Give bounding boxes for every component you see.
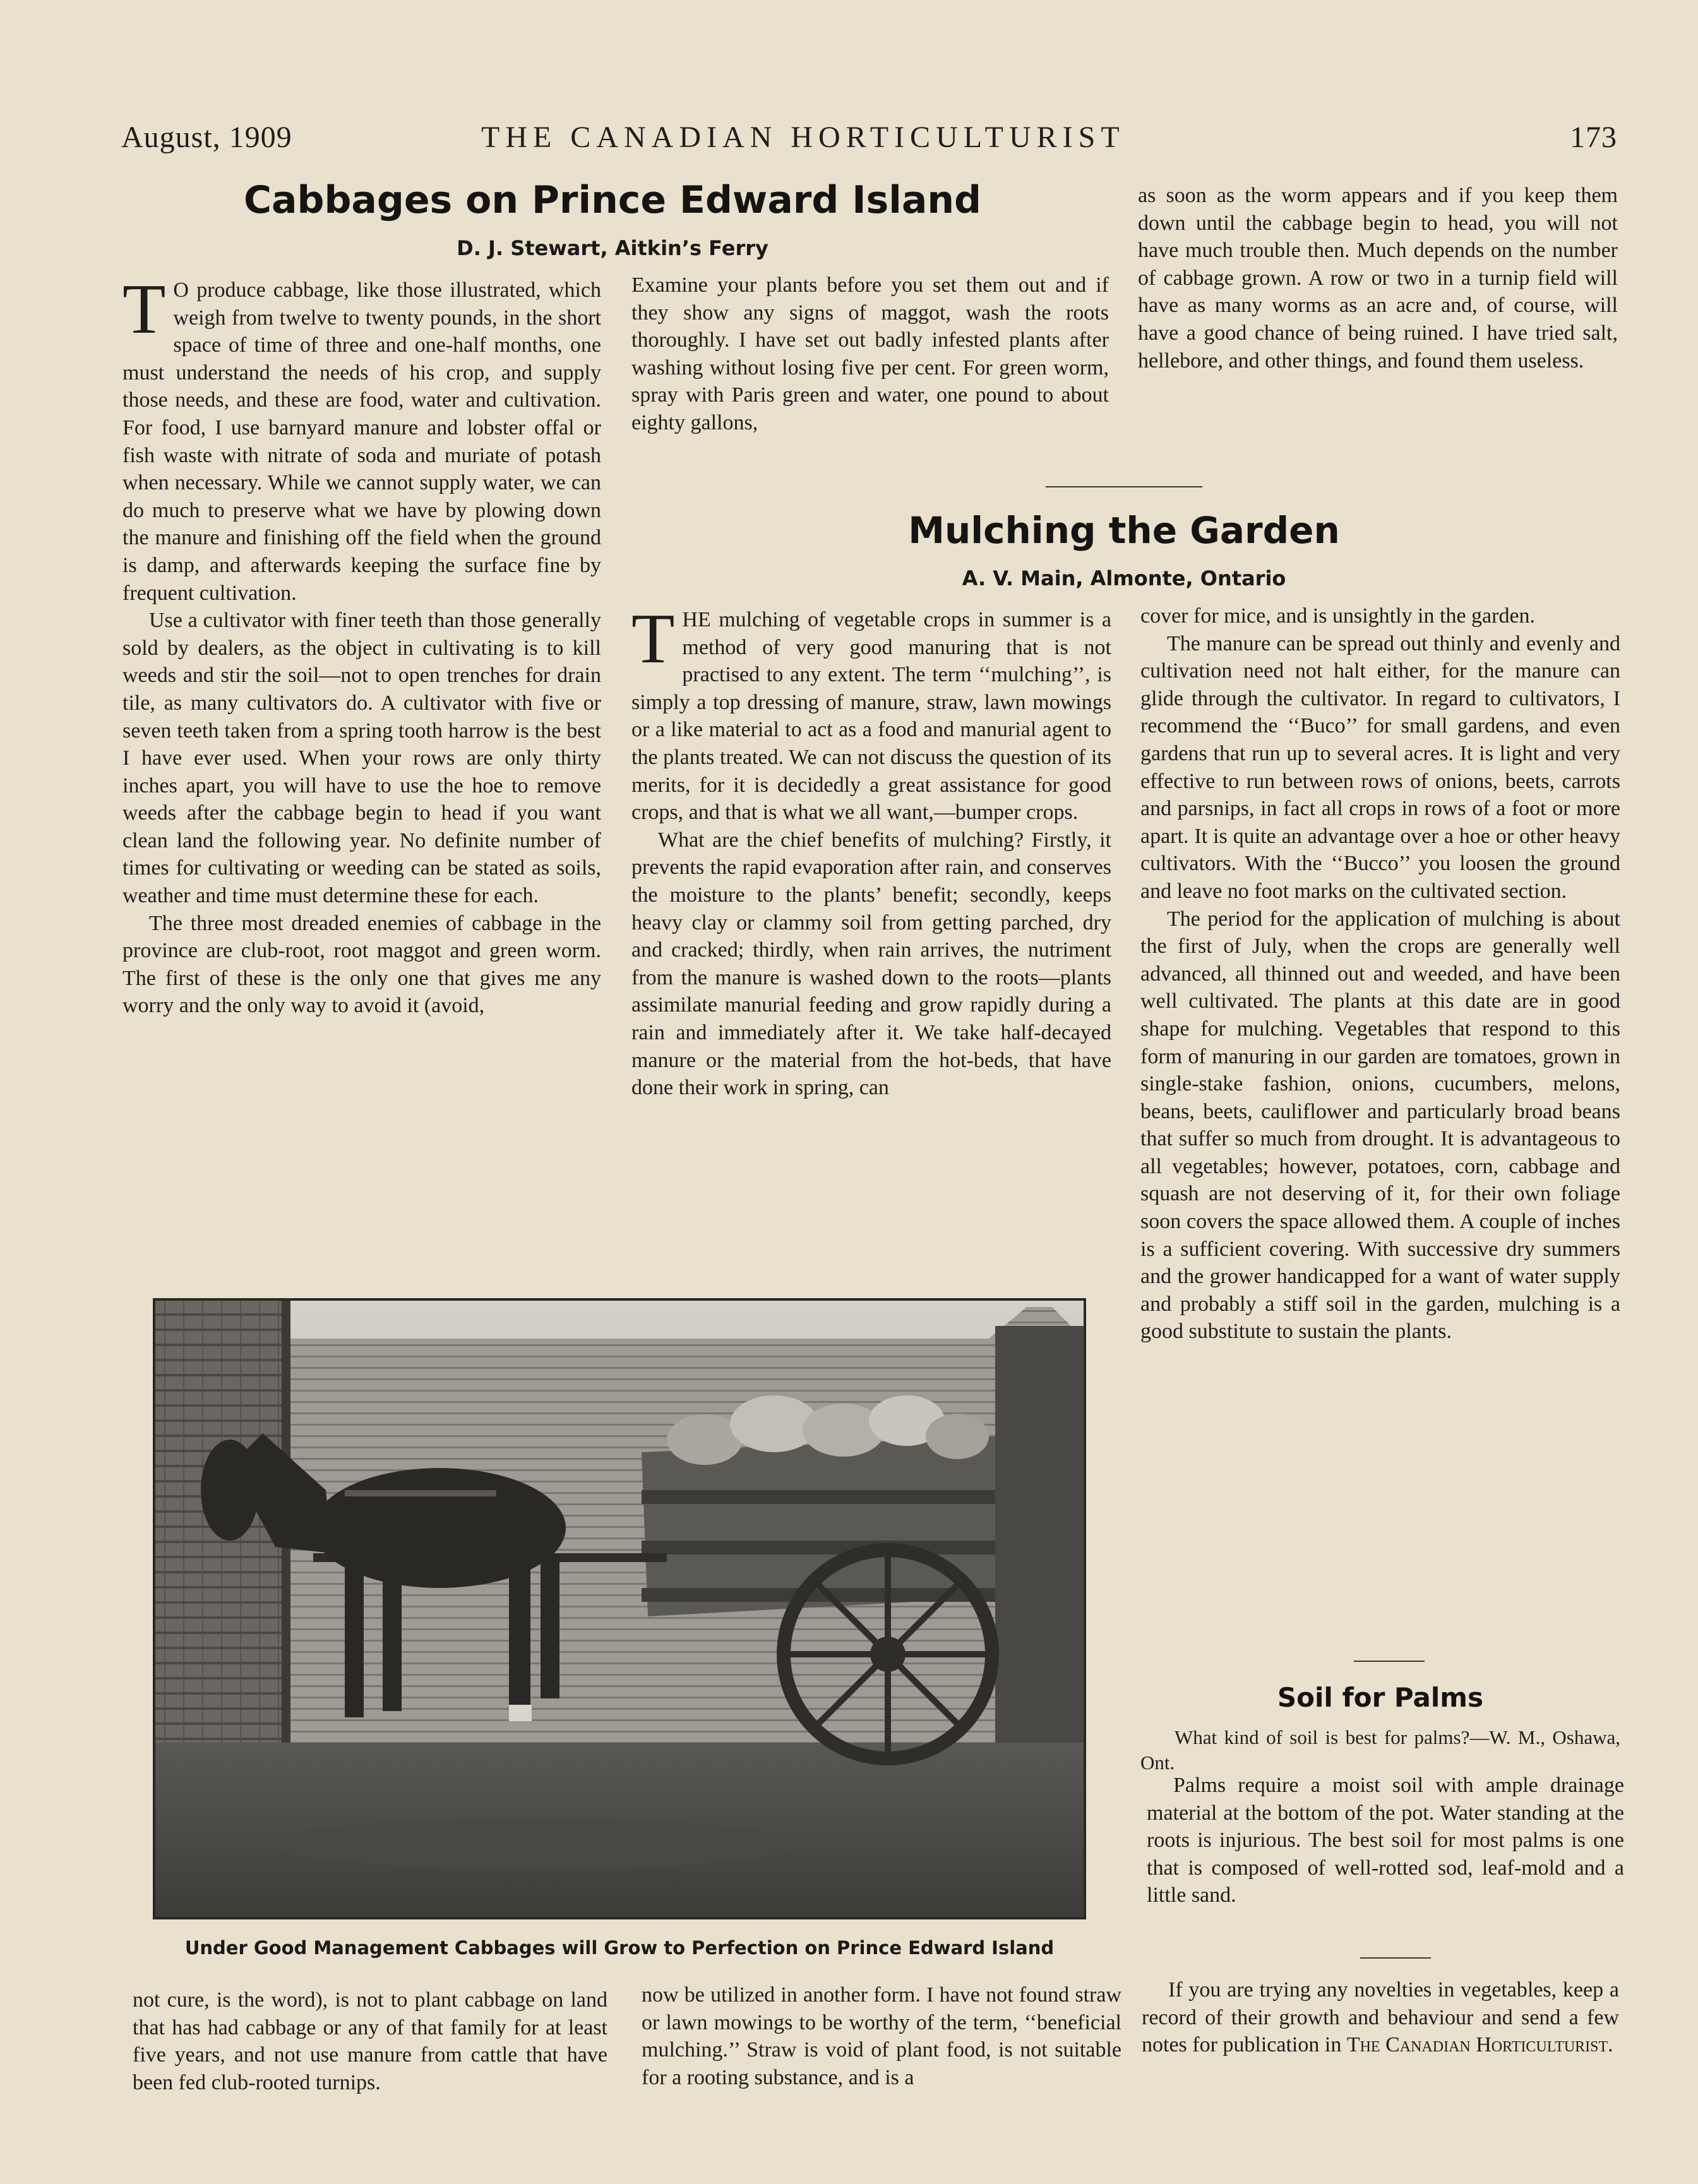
article-title-mulching: Mulching the Garden [908,509,1340,552]
drop-cap: T [631,600,675,678]
article-byline-mulching: A. V. Main, Almonte, Ontario [962,566,1286,590]
paragraph: Use a cultivator with finer teeth than those generally sold by dealers, as the object in cultivating is to kill weeds and stir the soil—not to open trenches for drain tile, as many cultivators do. A cultivator with five or seven teeth taken from a spring tooth harrow is the best I have ever used. When your rows are only thirty inches apart, you will have to use the hoe to remove weeds after the cabbage begin to head if you want clean land the following year. No definite number of times for cultivating or weeding can be stated as soils, weather and time must determine these for each. [123,609,601,908]
paragraph: Examine your plants before you set them out and if they show any signs of maggot, wash the roots thoroughly. I have set out badly infested plants after washing without losing five per cent. For green worm, spray with Paris green and water, one pound to about eighty gallons, [631,273,1109,434]
photo-caption: Under Good Management Cabbages will Grow to Perfection on Prince Edward Island [184,1937,1055,1959]
cabbages-continuation [133,1986,607,2096]
paragraph: cover for mice, and is unsightly in the garden. [1140,604,1536,628]
article-title-palms: Soil for Palms [1277,1682,1484,1713]
paragraph: as soon as the worm appears and if you keep them down until the cabbage begin to head, you will not have much trouble then. Much depends on the number of cabbage grown. A row or two in a turnip field will have as many worms as an acre and, of course, will have a good chance of being ruined. I have tried salt, hellebore, and other things, and found them useless. [1138,184,1618,373]
cabbages-column-2 [631,272,1109,437]
novelties-note [1142,1976,1619,2059]
reader-question: What kind of soil is best for palms?—W. M., Oshawa, Ont. [1140,1726,1620,1774]
paragraph: Palms require a moist soil with ample drainage material at the bottom of the pot. Water standing at the roots is injurious. The best soil for most palms is one that is composed of well-rotted sod, leaf-mold and a little sand. [1147,1774,1624,1907]
article-title-cabbages: Cabbages on Prince Edward Island [243,178,981,222]
paragraph: now be utilized in another form. I have not found straw or lawn mowings to be worthy of the term, ‘‘beneficial mulching.’’ Straw is void of plant food, is not suitable for a rooting substance, and is a [642,1983,1121,2089]
section-divider [1046,486,1202,487]
article-byline-cabbages: D. J. Stewart, Aitkin’s Ferry [457,236,768,260]
paragraph: The manure can be spread out thinly and evenly and cultivation need not halt either, for the manure can glide through the cultivator. In regard to cultivators, I recommend the ‘‘Buco’’ for small gardens, and even gardens that run up to several acres. It is light and very effective to run between rows of onions, beets, carrots and parsnips, in fact all crops in rows of a foot or more apart. It is quite an advantage over a hoe or other heavy cultivators. With the ‘‘Bucco’’ you loosen the ground and leave no foot marks on the cultivated section. [1140,631,1620,903]
section-divider [1354,1661,1425,1662]
magazine-title: THE CANADIAN HORTICULTURIST [481,121,1125,154]
paragraph: What are the chief benefits of mulching? Firstly, it prevents the rapid evaporation after rain, and conserves the moisture to the plants’ benefit; secondly, keeps heavy clay or clammy soil from getting parched, dry and cracked; thirdly, when rain arrives, the nutriment from the manure is washed down to the roots—plants assimilate manurial feeding and grow rapidly during a rain and immediately after it. We take half-decayed manure or the material from the hot-beds, that have done their work in spring, can [631,828,1111,1100]
note-text-end: . [1608,2033,1613,2057]
paragraph: O produce cabbage, like those illustrated, which weigh from twelve to twenty pounds, in the short space of time of three and one-half months, one must understand the needs of his crop, and supply those needs, and these are food, water and cultivation. For food, I use barnyard manure and lobster offal or fish waste with nitrate of soda and muriate of potash when necessary. While we cannot supply water, we can do much to preserve what we have by plowing down the manure and finishing off the field when the ground is damp, and afterwards keeping the surface fine by frequent cultivation. [123,278,601,605]
photo-illustration [155,1301,1084,1917]
page-number: 173 [1570,121,1617,154]
photo-horse-cart-cabbages [153,1298,1086,1919]
paragraph: HE mulching of vegetable crops in summer is a method of very good manuring that is not practised to any extent. The term ‘‘mulching’’, is simply a top dressing of manure, straw, lawn mowings or a like material to act as a food and manurial agent to the plants treated. We can not discuss the question of its merits, for it is decidedly a great assistance for good crops, and that is what we all want,—bumper crops. [631,608,1111,825]
mulching-column-2 [631,600,1111,1102]
section-divider [1360,1957,1431,1959]
paragraph: The three most dreaded enemies of cabbage in the province are club-root, root maggot and green worm. The first of these is the only one that gives me any worry and the only way to avoid it (avoid, [123,911,601,1018]
paragraph: not cure, is the word), is not to plant cabbage on land that has had cabbage or any of that family for at least five years, and not use manure from cattle that have been fed club-rooted turnips. [133,1988,607,2094]
cabbages-column-1 [123,270,601,1020]
mulching-column-3 [1140,602,1620,1346]
drop-cap: T [123,270,166,349]
magazine-name: The Canadian Horticulturist [1346,2033,1608,2057]
issue-date: August, 1909 [121,121,292,154]
mulching-continuation [642,1981,1121,2091]
palms-answer [1147,1772,1624,1909]
paragraph: The period for the application of mulching is about the first of July, when the crops are generally well advanced, all thinned out and weeded, and have been well cultivated. The plants at this date are in good shape for mulching. Vegetables that respond to this form of manuring in our garden are tomatoes, grown in single-stake fashion, onions, cucumbers, melons, beans, beets, cauliflower and particularly broad beans that suffer so much from drought. It is advantageous to all vegetables; however, potatoes, corn, cabbage and squash are not deserving of it, for their own foliage soon covers the space allowed them. A couple of inches is a sufficient covering. With successive dry summers and the grower handicapped for a want of water supply and probably a stiff soil in the garden, mulching is a good substitute to sustain the plants. [1140,907,1620,1344]
note-text: If you are trying any novelties in vegetables, keep a record of their growth and behaviour and send a few notes for publication in [1142,1978,1619,2057]
cabbages-column-3 [1138,182,1618,374]
